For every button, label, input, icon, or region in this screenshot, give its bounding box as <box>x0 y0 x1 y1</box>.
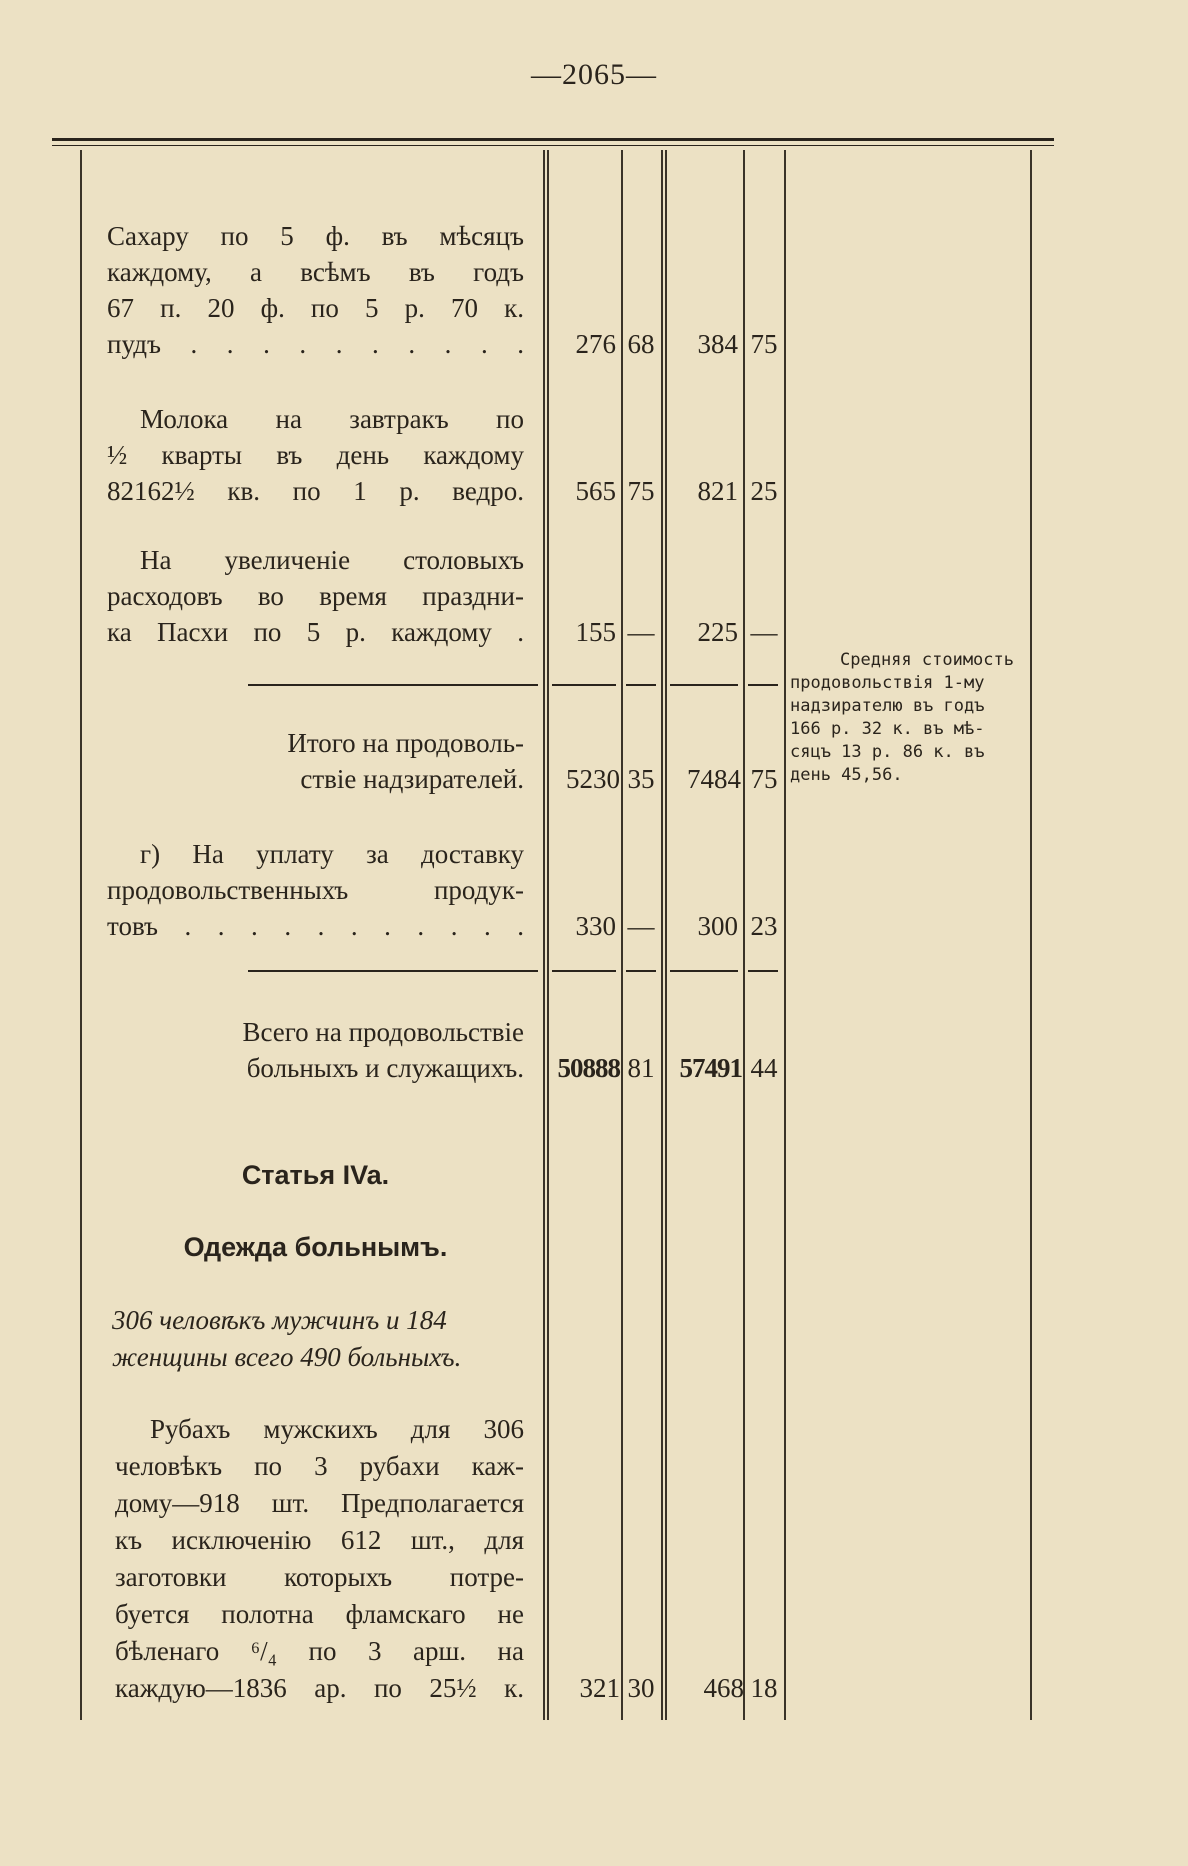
shirts-line-8: каждую—1836 ар. по 25½ к. <box>115 1673 524 1703</box>
shirts-col2-rub: 468 <box>703 1673 744 1703</box>
subtotal-col1-kop: 35 <box>627 764 655 794</box>
total-line-1: Всего на продовольствіе <box>242 1017 524 1047</box>
delivery-col2-kop: 23 <box>750 911 778 941</box>
subtotal-line-2: ствіе надзирателей. <box>300 764 524 794</box>
subtotal-separator <box>248 684 538 686</box>
article-note-line-1: 306 человѣкъ мужчинъ и 184 <box>112 1305 447 1335</box>
milk-line-1: Молока на завтракъ по <box>140 404 524 434</box>
delivery-line-1: г) На уплату за доставку <box>140 839 524 869</box>
easter-line-3: ка Пасхи по 5 р. каждому . <box>107 617 524 647</box>
shirts-line-7: бѣленаго ⁶/₄ по 3 арш. на <box>115 1636 524 1666</box>
total-separator-num3 <box>670 970 738 972</box>
total-col2-kop: 44 <box>750 1053 778 1083</box>
side-note-line-4: 166 р. 32 к. въ мѣ- <box>790 719 985 739</box>
article-heading: Статья IVa. <box>241 1160 390 1190</box>
shirts-line-6: буется полотна фламскаго не <box>115 1599 524 1629</box>
easter-col1-kop: — <box>627 617 655 647</box>
side-note-line-2: продовольствія 1-му <box>790 673 985 693</box>
milk-col2-kop: 25 <box>750 476 778 506</box>
column-line-right <box>1030 150 1032 1720</box>
total-col1-rub: 50888 <box>557 1053 620 1083</box>
sugar-col1-rub: 276 <box>575 329 616 359</box>
shirts-line-2: человѣкъ по 3 рубахи каж- <box>115 1451 524 1481</box>
total-col1-kop: 81 <box>627 1053 655 1083</box>
top-rule <box>52 138 1054 141</box>
column-line-c5 <box>784 150 786 1720</box>
subtotal-separator-num4 <box>748 684 778 686</box>
sugar-line-2: каждому, а всѣмъ въ годъ <box>107 257 524 287</box>
delivery-line-2: продовольственныхъ продук- <box>107 875 524 905</box>
milk-col2-rub: 821 <box>697 476 738 506</box>
milk-line-2: ½ кварты въ день каждому <box>107 440 524 470</box>
delivery-col2-rub: 300 <box>697 911 738 941</box>
milk-col1-kop: 75 <box>627 476 655 506</box>
delivery-col1-kop: — <box>627 911 655 941</box>
sugar-col1-kop: 68 <box>627 329 655 359</box>
shirts-col2-kop: 18 <box>750 1673 778 1703</box>
article-note-line-2: женщины всего 490 больныхъ. <box>112 1342 462 1372</box>
subtotal-col2-kop: 75 <box>750 764 778 794</box>
column-line-c1b <box>547 150 549 1720</box>
easter-col2-rub: 225 <box>697 617 738 647</box>
subtotal-col2-rub: 7484 <box>687 764 741 794</box>
total-col2-rub: 57491 <box>679 1053 742 1083</box>
side-note-line-1: Средняя стоимость <box>840 650 1014 670</box>
shirts-col1-kop: 30 <box>627 1673 655 1703</box>
easter-line-1: На увеличеніе столовыхъ <box>140 545 524 575</box>
total-separator-num1 <box>552 970 616 972</box>
subtotal-separator-num1 <box>552 684 616 686</box>
sugar-col2-rub: 384 <box>697 329 738 359</box>
sugar-line-1: Сахару по 5 ф. въ мѣсяцъ <box>107 221 524 251</box>
milk-line-3: 82162½ кв. по 1 р. ведро. <box>107 476 524 506</box>
shirts-line-3: дому—918 шт. Предполагается <box>115 1488 524 1518</box>
total-separator-num2 <box>626 970 656 972</box>
shirts-col1-rub: 321 <box>579 1673 620 1703</box>
easter-line-2: расходовъ во время праздни- <box>107 581 524 611</box>
sugar-line-3: 67 п. 20 ф. по 5 р. 70 к. <box>107 293 524 323</box>
delivery-line-3: товъ . . . . . . . . . . . <box>107 911 524 941</box>
subtotal-separator-num3 <box>670 684 738 686</box>
column-line-c1 <box>543 150 545 1720</box>
column-line-c3 <box>661 150 663 1720</box>
subtotal-line-1: Итого на продоволь- <box>287 728 524 758</box>
page-number: —2065— <box>531 58 657 91</box>
subtotal-separator-num2 <box>626 684 656 686</box>
total-separator <box>248 970 538 972</box>
easter-col1-rub: 155 <box>575 617 616 647</box>
total-line-2: больныхъ и служащихъ. <box>246 1053 524 1083</box>
top-rule-thin <box>52 145 1054 146</box>
sugar-col2-kop: 75 <box>750 329 778 359</box>
total-separator-num4 <box>748 970 778 972</box>
milk-col1-rub: 565 <box>575 476 616 506</box>
column-line-c3b <box>665 150 667 1720</box>
side-note-line-6: день 45,56. <box>790 765 903 785</box>
shirts-line-1: Рубахъ мужскихъ для 306 <box>150 1414 524 1444</box>
shirts-line-4: къ исключенію 612 шт., для <box>115 1525 524 1555</box>
easter-col2-kop: — <box>750 617 778 647</box>
article-subheading: Одежда больнымъ. <box>183 1232 448 1262</box>
side-note-line-3: надзирателю въ годъ <box>790 696 985 716</box>
sugar-line-4: пудъ . . . . . . . . . . <box>107 329 524 359</box>
delivery-col1-rub: 330 <box>575 911 616 941</box>
side-note-line-5: сяцъ 13 р. 86 к. въ <box>790 742 985 762</box>
shirts-line-5: заготовки которыхъ потре- <box>115 1562 524 1592</box>
column-line-left <box>80 150 82 1720</box>
subtotal-col1-rub: 5230 <box>566 764 620 794</box>
